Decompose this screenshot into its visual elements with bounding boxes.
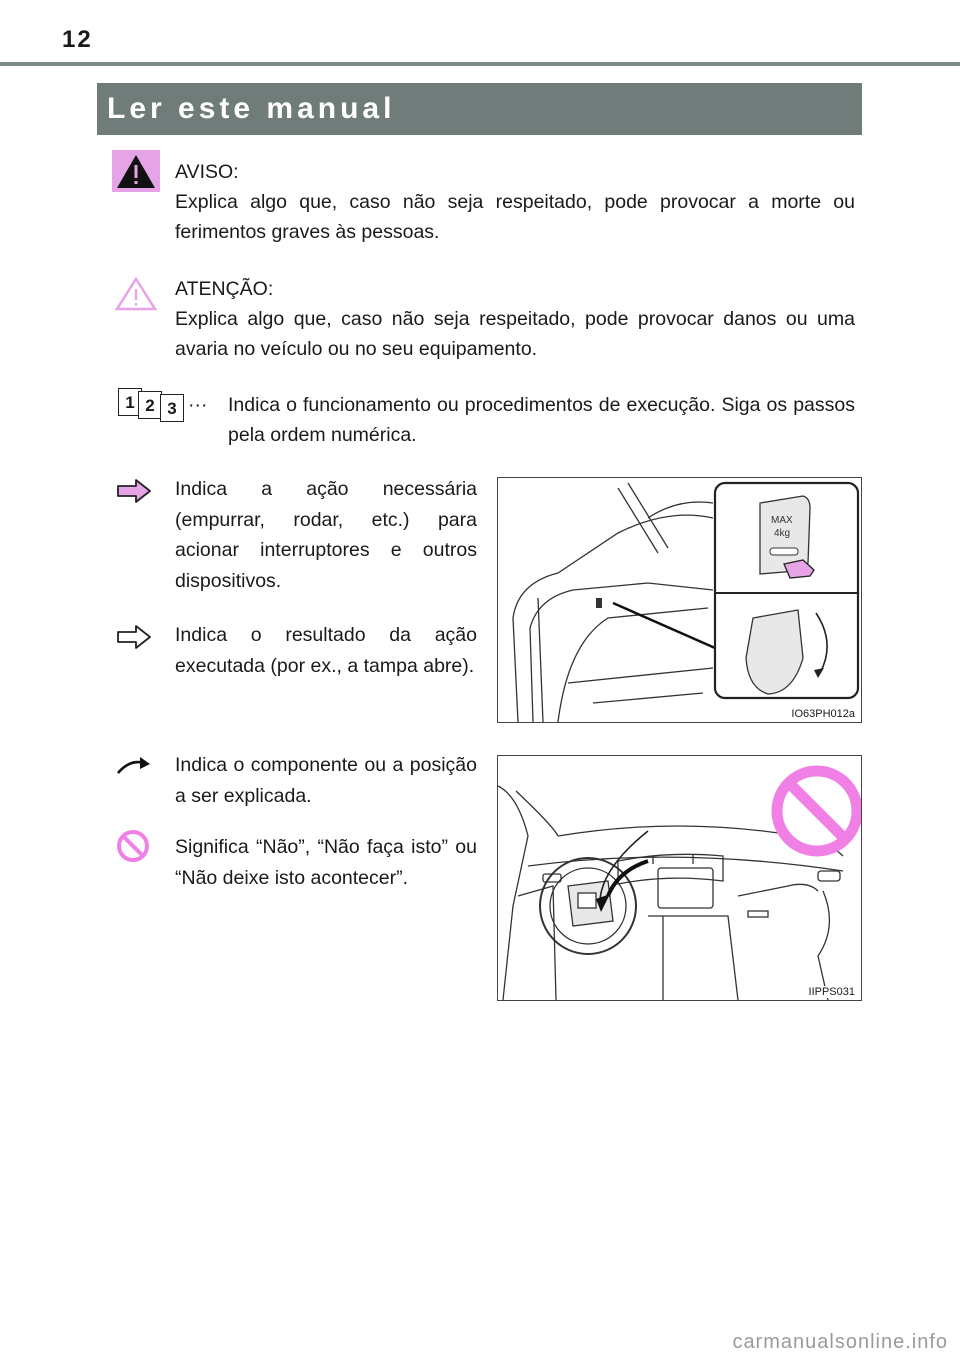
aviso-title: AVISO: xyxy=(175,161,239,183)
result-text: Indica o resultado da ação executada (por ex., a tampa abre). xyxy=(175,624,477,677)
figure-code: IIPPS031 xyxy=(808,986,855,998)
trunk-weight-label: 4kg xyxy=(774,528,791,539)
atencao-title: ATENÇÃO: xyxy=(175,278,274,300)
page-number: 12 xyxy=(62,26,93,53)
step-dots: ··· xyxy=(188,394,208,416)
action-text: Indica a ação necessária (empurrar, rodar, etc.) para acionar interruptores e outros dispositivos. xyxy=(175,478,477,592)
result-arrow-icon xyxy=(116,624,152,650)
trunk-drawing xyxy=(498,478,862,723)
warning-icon xyxy=(112,150,160,192)
caution-icon xyxy=(114,276,158,312)
dashboard-illustration xyxy=(497,755,862,1001)
steps-text: Indica o funcionamento ou procedimentos de execução. Siga os passos pela ordem numérica. xyxy=(228,394,855,446)
aviso-text: Explica algo que, caso não seja respeitado, pode provocar a morte ou ferimentos graves às pessoas. xyxy=(175,191,855,243)
atencao-text: Explica algo que, caso não seja respeitado, pode provocar danos ou uma avaria no veículo ou no seu equipamento. xyxy=(175,308,855,360)
section-title: Ler este manual xyxy=(97,83,862,135)
component-text: Indica o componente ou a posição a ser explicada. xyxy=(175,754,477,807)
prohibit-text: Significa “Não”, “Não faça isto” ou “Não deixe isto acontecer”. xyxy=(175,836,477,889)
step-numbers-icon xyxy=(118,388,198,422)
step-box: 2 xyxy=(138,391,162,419)
dashboard-drawing xyxy=(498,756,862,1001)
figure-code: IO63PH012a xyxy=(791,708,855,720)
pointer-arrow-icon xyxy=(116,755,152,775)
watermark: carmanualsonline.info xyxy=(732,1331,948,1353)
step-box: 1 xyxy=(118,388,142,416)
trunk-illustration xyxy=(497,477,862,723)
action-arrow-icon xyxy=(116,478,152,504)
top-rule xyxy=(0,62,960,66)
trunk-max-label: MAX xyxy=(771,515,793,526)
prohibited-icon xyxy=(116,829,150,863)
step-box: 3 xyxy=(160,394,184,422)
